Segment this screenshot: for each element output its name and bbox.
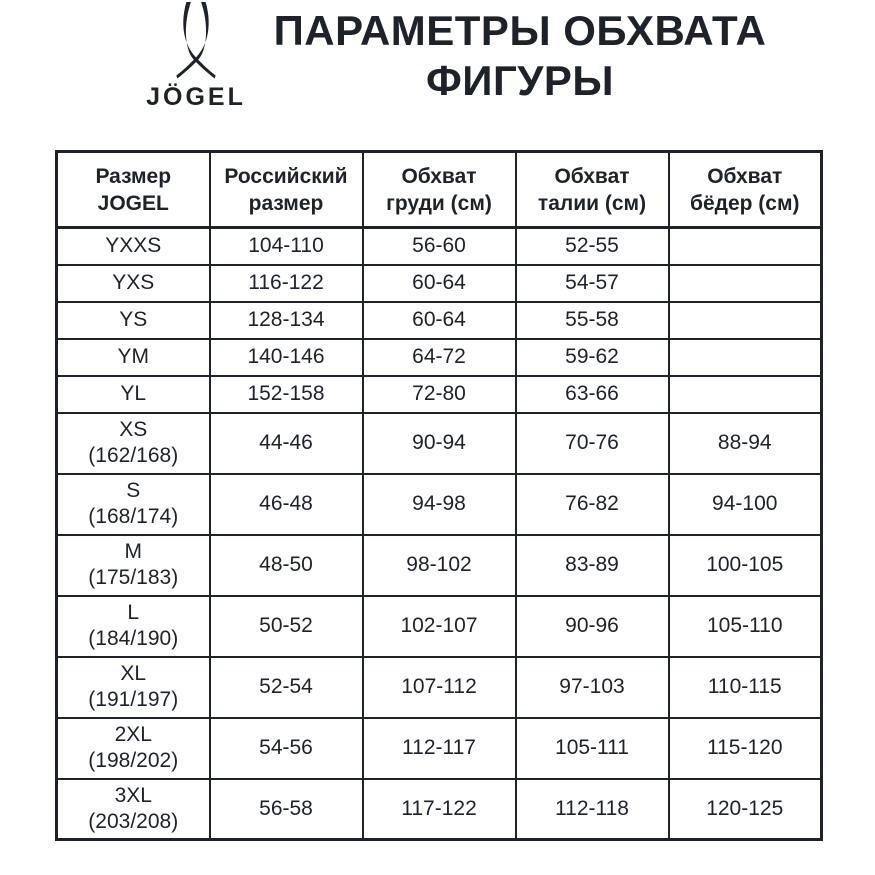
col-header-line: JOGEL [97,191,169,215]
cell-russian-size: 50-52 [210,596,363,657]
table-row-ym [57,339,822,376]
table-row-s [57,474,822,535]
col-header-line: груди (см) [386,191,492,215]
table-row-3xl [57,779,822,840]
cell-russian-size: 54-56 [210,718,363,779]
cell-chest: 60-64 [363,302,516,339]
height-range-label: (191/197) [88,688,179,711]
table-row-yl [57,376,822,413]
size-table-body [57,228,822,840]
page-title-line1: ПАРАМЕТРЫ ОБХВАТА [273,7,767,54]
cell-hips: 115-120 [669,718,822,779]
cell-chest: 72-80 [363,376,516,413]
size-label: XL [120,662,147,685]
table-row-yxs [57,265,822,302]
cell-russian-size: 104-110 [210,228,363,265]
cell-waist: 83-89 [516,535,669,596]
size-label: L [127,601,140,624]
size-label: YL [120,382,147,405]
size-table-header [57,152,822,228]
table-row-l [57,596,822,657]
cell-size [57,474,210,535]
cell-chest: 60-64 [363,265,516,302]
height-range-label: (168/174) [88,505,179,528]
cell-russian-size: 46-48 [210,474,363,535]
page-title-line2: ФИГУРЫ [425,57,615,104]
cell-chest: 94-98 [363,474,516,535]
cell-size [57,376,210,413]
table-row-m [57,535,822,596]
cell-waist: 54-57 [516,265,669,302]
cell-hips: 94-100 [669,474,822,535]
cell-russian-size: 48-50 [210,535,363,596]
col-header-line: размер [248,191,324,215]
height-range-label: (175/183) [88,566,179,589]
cell-waist: 63-66 [516,376,669,413]
cell-chest: 102-107 [363,596,516,657]
cell-chest: 112-117 [363,718,516,779]
cell-waist: 76-82 [516,474,669,535]
cell-waist: 90-96 [516,596,669,657]
cell-hips: 105-110 [669,596,822,657]
col-header-chest [363,152,516,228]
cell-size [57,339,210,376]
cell-chest: 64-72 [363,339,516,376]
cell-waist: 70-76 [516,413,669,474]
jogel-wordmark: JÖGEL [146,83,246,111]
cell-hips: 120-125 [669,779,822,840]
cell-chest: 117-122 [363,779,516,840]
cell-waist: 52-55 [516,228,669,265]
col-header-line: Обхват [707,164,783,188]
size-label: YM [117,345,149,368]
cell-russian-size: 44-46 [210,413,363,474]
cell-hips [669,265,822,302]
col-header-line: талии (см) [537,191,647,215]
cell-russian-size: 152-158 [210,376,363,413]
cell-size [57,657,210,718]
size-label: YS [119,308,148,331]
cell-waist: 55-58 [516,302,669,339]
table-row-yxxs [57,228,822,265]
cell-hips: 110-115 [669,657,822,718]
table-row-ys [57,302,822,339]
col-header-hips [669,152,822,228]
cell-hips [669,339,822,376]
cell-size [57,302,210,339]
cell-waist: 112-118 [516,779,669,840]
size-label: YXS [112,271,155,294]
col-header-waist [516,152,669,228]
table-row-xl [57,657,822,718]
size-table [55,150,823,841]
size-label: YXXS [105,234,162,258]
cell-hips: 100-105 [669,535,822,596]
cell-size [57,535,210,596]
header-row [57,152,822,228]
height-range-label: (184/190) [88,627,179,650]
size-label: M [124,540,142,563]
table-row-xs [57,413,822,474]
cell-russian-size: 128-134 [210,302,363,339]
cell-russian-size: 56-58 [210,779,363,840]
page-title [260,6,780,106]
cell-chest: 90-94 [363,413,516,474]
jogel-tulip-icon [148,2,244,80]
cell-hips [669,376,822,413]
cell-waist: 105-111 [516,718,669,779]
cell-russian-size: 116-122 [210,265,363,302]
height-range-label: (198/202) [88,749,179,772]
cell-size [57,413,210,474]
size-label: 3XL [114,783,152,807]
table-row-2xl [57,718,822,779]
size-label: S [126,479,141,502]
col-header-jogel-size [57,152,210,228]
cell-russian-size: 140-146 [210,339,363,376]
col-header-line: Обхват [554,164,630,188]
cell-chest: 56-60 [363,228,516,265]
cell-waist: 59-62 [516,339,669,376]
cell-hips [669,302,822,339]
height-range-label: (203/208) [88,809,179,833]
cell-chest: 107-112 [363,657,516,718]
cell-chest: 98-102 [363,535,516,596]
cell-hips [669,228,822,265]
cell-waist: 97-103 [516,657,669,718]
cell-size [57,779,210,840]
col-header-line: Российский [224,164,348,188]
jogel-brand-logo [128,0,264,112]
size-label: 2XL [114,723,152,746]
cell-size [57,228,210,265]
cell-russian-size: 52-54 [210,657,363,718]
cell-size [57,265,210,302]
cell-hips: 88-94 [669,413,822,474]
size-label: XS [119,418,148,441]
col-header-line: Обхват [401,164,477,188]
cell-size [57,596,210,657]
height-range-label: (162/168) [88,444,179,467]
col-header-russian-size [210,152,363,228]
col-header-line: Размер [95,164,172,188]
col-header-line: бёдер (см) [689,191,800,215]
cell-size [57,718,210,779]
